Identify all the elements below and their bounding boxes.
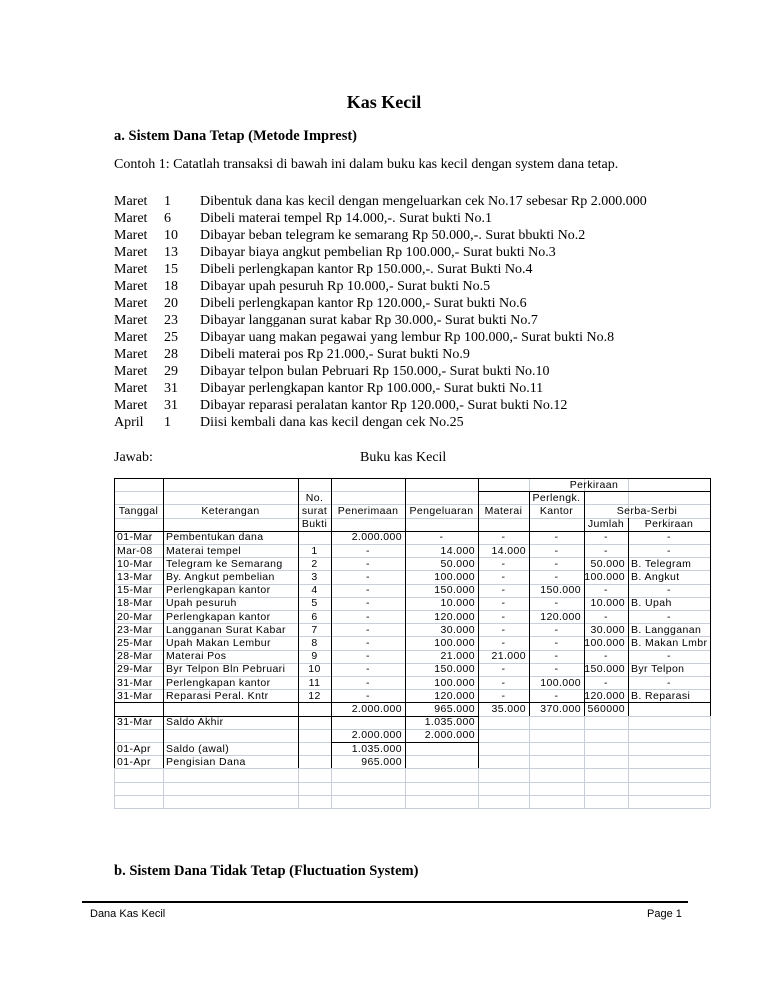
cell-tanggal: 18-Mar (117, 597, 153, 610)
footer-divider (82, 901, 688, 903)
header-no: No. (305, 491, 324, 504)
cell-pengeluaran: 120.000 (434, 610, 475, 623)
cell-jumlah: 120.000 (584, 689, 625, 702)
cell-keterangan: Saldo Akhir (166, 716, 224, 729)
cell-pengeluaran: 21.000 (440, 650, 475, 663)
cell-penerimaan: - (366, 689, 370, 702)
row-gridline (114, 782, 710, 783)
row-gridline (114, 795, 710, 796)
cell-keterangan: Perlengkapan kantor (166, 676, 271, 689)
transaction-month: Maret (114, 262, 148, 277)
section-b-heading: b. Sistem Dana Tidak Tetap (Fluctuation System) (114, 863, 419, 879)
header-materai: Materai (484, 504, 523, 517)
cell-perlengkapan: - (554, 636, 559, 649)
transaction-month: Maret (114, 398, 148, 413)
header-perlengk: Perlengk. (532, 491, 581, 504)
cell-perkiraan: B. Langganan (631, 623, 702, 636)
transaction-day: 10 (164, 228, 178, 243)
cell-materai: - (501, 557, 506, 570)
cell-keterangan: Upah Makan Lembur (166, 636, 271, 649)
transaction-month: Maret (114, 279, 148, 294)
cell-perkiraan: - (667, 531, 671, 544)
cell-tanggal: 15-Mar (117, 584, 153, 597)
cell-tanggal: Mar-08 (117, 544, 153, 557)
header-surat: surat (301, 504, 328, 517)
cell-tanggal: 13-Mar (117, 570, 153, 583)
cell-tanggal: 31-Mar (117, 676, 153, 689)
cell-jumlah: - (604, 610, 608, 623)
transaction-day: 18 (164, 279, 178, 294)
cell-jumlah: - (604, 531, 608, 544)
cell-perkiraan: B. Makan Lmbr (631, 636, 708, 649)
cell-pengeluaran: 120.000 (434, 689, 475, 702)
cell-materai: - (501, 689, 506, 702)
cell-pengeluaran: 150.000 (434, 584, 475, 597)
cell-perkiraan: - (667, 584, 671, 597)
header-bukti: Bukti (301, 518, 328, 531)
total-materai: 35.000 (491, 702, 526, 715)
cell-tanggal: 25-Mar (117, 636, 153, 649)
header-perkiraan: Perkiraan (569, 478, 619, 491)
cell-penerimaan: - (366, 544, 370, 557)
cell-no-bukti: 9 (311, 650, 318, 663)
cell-keterangan: Reparasi Peral. Kntr (166, 689, 269, 702)
balance-penerimaan: 2.000.000 (351, 729, 402, 742)
transaction-text: Dibayar uang makan pegawai yang lembur Rp 100.000,- Surat bukti No.8 (200, 330, 615, 345)
saldo-akhir-value: 1.035.000 (424, 716, 475, 729)
transaction-month: Maret (114, 228, 148, 243)
cell-perlengkapan: - (554, 544, 559, 557)
transaction-month: Maret (114, 313, 148, 328)
cell-tanggal: 20-Mar (117, 610, 153, 623)
cell-materai: - (501, 570, 506, 583)
transaction-month: Maret (114, 194, 148, 209)
cell-perkiraan: - (667, 544, 671, 557)
cell-penerimaan: 2.000.000 (351, 531, 402, 544)
cell-materai: - (501, 663, 506, 676)
cell-penerimaan: - (366, 623, 370, 636)
cell-perlengkapan: - (554, 663, 559, 676)
cell-no-bukti: 8 (311, 636, 318, 649)
cell-perkiraan: - (667, 610, 671, 623)
cell-keterangan: Perlengkapan kantor (166, 610, 271, 623)
cell-materai: - (501, 676, 506, 689)
cell-jumlah: 100.000 (584, 570, 625, 583)
header-keterangan: Keterangan (201, 504, 260, 517)
cell-perlengkapan: 150.000 (540, 584, 581, 597)
transaction-text: Diisi kembali dana kas kecil dengan cek No.25 (200, 415, 464, 430)
transaction-day: 31 (164, 398, 178, 413)
transaction-day: 25 (164, 330, 178, 345)
section-a-heading: a. Sistem Dana Tetap (Metode Imprest) (114, 128, 357, 144)
column-border (114, 478, 115, 768)
cell-keterangan: Saldo (awal) (166, 742, 230, 755)
cell-perlengkapan: - (554, 689, 559, 702)
cell-no-bukti: 10 (308, 663, 321, 676)
cell-jumlah: - (604, 544, 608, 557)
header-tanggal: Tanggal (118, 504, 159, 517)
cell-pengeluaran: 100.000 (434, 676, 475, 689)
cell-perlengkapan: 120.000 (540, 610, 581, 623)
transaction-text: Dibeli perlengkapan kantor Rp 120.000,- Surat bukti No.6 (200, 296, 527, 311)
header-pengeluaran: Pengeluaran (409, 504, 474, 517)
cell-tanggal: 28-Mar (117, 650, 153, 663)
transaction-text: Dibayar langganan surat kabar Rp 30.000,- Surat bukti No.7 (200, 313, 538, 328)
cell-no-bukti: 6 (311, 610, 318, 623)
cell-penerimaan: - (366, 597, 370, 610)
cell-tanggal: 29-Mar (117, 663, 153, 676)
answer-label: Jawab: (114, 450, 153, 465)
transaction-text: Dibeli perlengkapan kantor Rp 150.000,-. Surat Bukti No.4 (200, 262, 533, 277)
cell-perlengkapan: - (554, 597, 559, 610)
cell-perkiraan: - (667, 676, 671, 689)
transaction-text: Dibeli materai pos Rp 21.000,- Surat bukti No.9 (200, 347, 470, 362)
transaction-text: Dibayar biaya angkut pembelian Rp 100.000,- Surat bukti No.3 (200, 245, 556, 260)
page-title: Kas Kecil (346, 92, 422, 112)
row-gridline (114, 808, 710, 809)
cell-keterangan: Pembentukan dana (166, 531, 264, 544)
transaction-month: Maret (114, 364, 148, 379)
total-pengeluaran: 965.000 (434, 702, 475, 715)
footer-left: Dana Kas Kecil (90, 908, 166, 920)
cell-no-bukti: 5 (311, 597, 318, 610)
cell-jumlah: - (604, 584, 608, 597)
cell-penerimaan: - (366, 557, 370, 570)
transaction-day: 1 (164, 415, 171, 430)
cell-perlengkapan: - (554, 557, 559, 570)
cell-pengeluaran: 50.000 (440, 557, 475, 570)
cell-keterangan: Telegram ke Semarang (166, 557, 283, 570)
cell-no-bukti: 7 (311, 623, 318, 636)
cell-keterangan: Materai tempel (166, 544, 242, 557)
book-title: Buku kas Kecil (360, 450, 447, 465)
cell-keterangan: Byr Telpon Bln Pebruari (166, 663, 286, 676)
cell-keterangan: By. Angkut pembelian (166, 570, 275, 583)
cell-materai: - (501, 623, 506, 636)
cell-jumlah: - (604, 650, 608, 663)
transaction-text: Dibentuk dana kas kecil dengan mengeluarkan cek No.17 sebesar Rp 2.000.000 (200, 194, 647, 209)
total-penerimaan: 2.000.000 (351, 702, 402, 715)
transaction-day: 1 (164, 194, 171, 209)
header-perkiraan-sub: Perkiraan (644, 518, 694, 531)
footer-page-number: Page 1 (647, 908, 682, 920)
transaction-text: Dibayar telpon bulan Pebruari Rp 150.000,- Surat bukti No.10 (200, 364, 550, 379)
cell-penerimaan: - (366, 610, 370, 623)
intro-text: Contoh 1: Catatlah transaksi di bawah ini dalam buku kas kecil dengan system dana tetap. (114, 157, 619, 172)
cell-penerimaan: - (366, 570, 370, 583)
cell-pengeluaran: 14.000 (440, 544, 475, 557)
cell-materai: - (501, 610, 506, 623)
total-jumlah: 560000 (587, 702, 625, 715)
cell-jumlah: 100.000 (584, 636, 625, 649)
cell-materai: 14.000 (491, 544, 526, 557)
transaction-text: Dibayar perlengkapan kantor Rp 100.000,- Surat bukti No.11 (200, 381, 544, 396)
cell-no-bukti: 12 (308, 689, 321, 702)
cell-perlengkapan: - (554, 650, 559, 663)
cell-tanggal: 01-Mar (117, 531, 153, 544)
cell-jumlah: 50.000 (590, 557, 625, 570)
table-right-border (710, 531, 711, 716)
saldo-awal-value: 1.035.000 (351, 742, 402, 755)
cell-materai: - (501, 636, 506, 649)
cell-tanggal: 10-Mar (117, 557, 153, 570)
transaction-month: April (114, 415, 144, 430)
cell-perkiraan: B. Telegram (631, 557, 692, 570)
cell-pengeluaran: 100.000 (434, 636, 475, 649)
cell-materai: 21.000 (491, 650, 526, 663)
transaction-month: Maret (114, 330, 148, 345)
cell-pengeluaran: 100.000 (434, 570, 475, 583)
cell-perkiraan: Byr Telpon (631, 663, 685, 676)
cell-perkiraan: B. Upah (631, 597, 672, 610)
header-serba-serbi: Serba-Serbi (616, 504, 678, 517)
cell-perkiraan: B. Angkut (631, 570, 680, 583)
transaction-text: Dibayar reparasi peralatan kantor Rp 120.000,- Surat bukti No.12 (200, 398, 568, 413)
cell-perkiraan: B. Reparasi (631, 689, 691, 702)
column-border (163, 478, 164, 768)
cell-jumlah: - (604, 676, 608, 689)
cell-pengeluaran: 30.000 (440, 623, 475, 636)
cell-perlengkapan: - (554, 570, 559, 583)
transaction-day: 28 (164, 347, 178, 362)
transaction-month: Maret (114, 296, 148, 311)
cell-tanggal: 23-Mar (117, 623, 153, 636)
transaction-day: 6 (164, 211, 171, 226)
cell-perlengkapan: 100.000 (540, 676, 581, 689)
cell-jumlah: 150.000 (584, 663, 625, 676)
cell-jumlah: 30.000 (590, 623, 625, 636)
cell-keterangan: Upah pesuruh (166, 597, 237, 610)
transaction-day: 13 (164, 245, 178, 260)
cell-perlengkapan: - (554, 531, 559, 544)
cell-perlengkapan: - (554, 623, 559, 636)
cell-penerimaan: - (366, 676, 370, 689)
transaction-month: Maret (114, 381, 148, 396)
cell-penerimaan: - (366, 650, 370, 663)
balance-pengeluaran: 2.000.000 (424, 729, 475, 742)
cell-pengeluaran: 150.000 (434, 663, 475, 676)
transaction-text: Dibayar beban telegram ke semarang Rp 50.000,-. Surat bbukti No.2 (200, 228, 586, 243)
cell-penerimaan: - (366, 636, 370, 649)
transaction-month: Maret (114, 245, 148, 260)
transaction-day: 29 (164, 364, 178, 379)
transaction-day: 15 (164, 262, 178, 277)
total-perlengkapan: 370.000 (540, 702, 581, 715)
header-jumlah: Jumlah (587, 518, 625, 531)
pengisian-value: 965.000 (361, 755, 402, 768)
transaction-month: Maret (114, 211, 148, 226)
transaction-text: Dibeli materai tempel Rp 14.000,-. Surat bukti No.1 (200, 211, 493, 226)
cell-tanggal: 01-Apr (117, 742, 151, 755)
cell-keterangan: Perlengkapan kantor (166, 584, 271, 597)
transaction-day: 20 (164, 296, 178, 311)
cell-jumlah: 10.000 (590, 597, 625, 610)
transaction-text: Dibayar upah pesuruh Rp 10.000,- Surat bukti No.5 (200, 279, 491, 294)
cell-pengeluaran: - (439, 531, 444, 544)
transaction-day: 31 (164, 381, 178, 396)
transaction-day: 23 (164, 313, 178, 328)
cell-keterangan: Langganan Surat Kabar (166, 623, 286, 636)
cell-materai: - (501, 597, 506, 610)
cell-tanggal: 31-Mar (117, 716, 153, 729)
cell-penerimaan: - (366, 663, 370, 676)
cell-no-bukti: 2 (311, 557, 318, 570)
cell-no-bukti: 11 (308, 676, 321, 689)
cell-tanggal: 01-Apr (117, 755, 151, 768)
cell-materai: - (501, 531, 506, 544)
transaction-month: Maret (114, 347, 148, 362)
cell-no-bukti: 3 (311, 570, 318, 583)
cell-no-bukti: 1 (311, 544, 318, 557)
header-kantor: Kantor (539, 504, 574, 517)
table-right-border (710, 478, 711, 531)
cell-materai: - (501, 584, 506, 597)
header-penerimaan: Penerimaan (337, 504, 399, 517)
cell-penerimaan: - (366, 584, 370, 597)
cell-pengeluaran: 10.000 (440, 597, 475, 610)
cell-tanggal: 31-Mar (117, 689, 153, 702)
cell-no-bukti: 4 (311, 584, 318, 597)
cell-keterangan: Materai Pos (166, 650, 227, 663)
cell-perkiraan: - (667, 650, 671, 663)
cell-keterangan: Pengisian Dana (166, 755, 246, 768)
